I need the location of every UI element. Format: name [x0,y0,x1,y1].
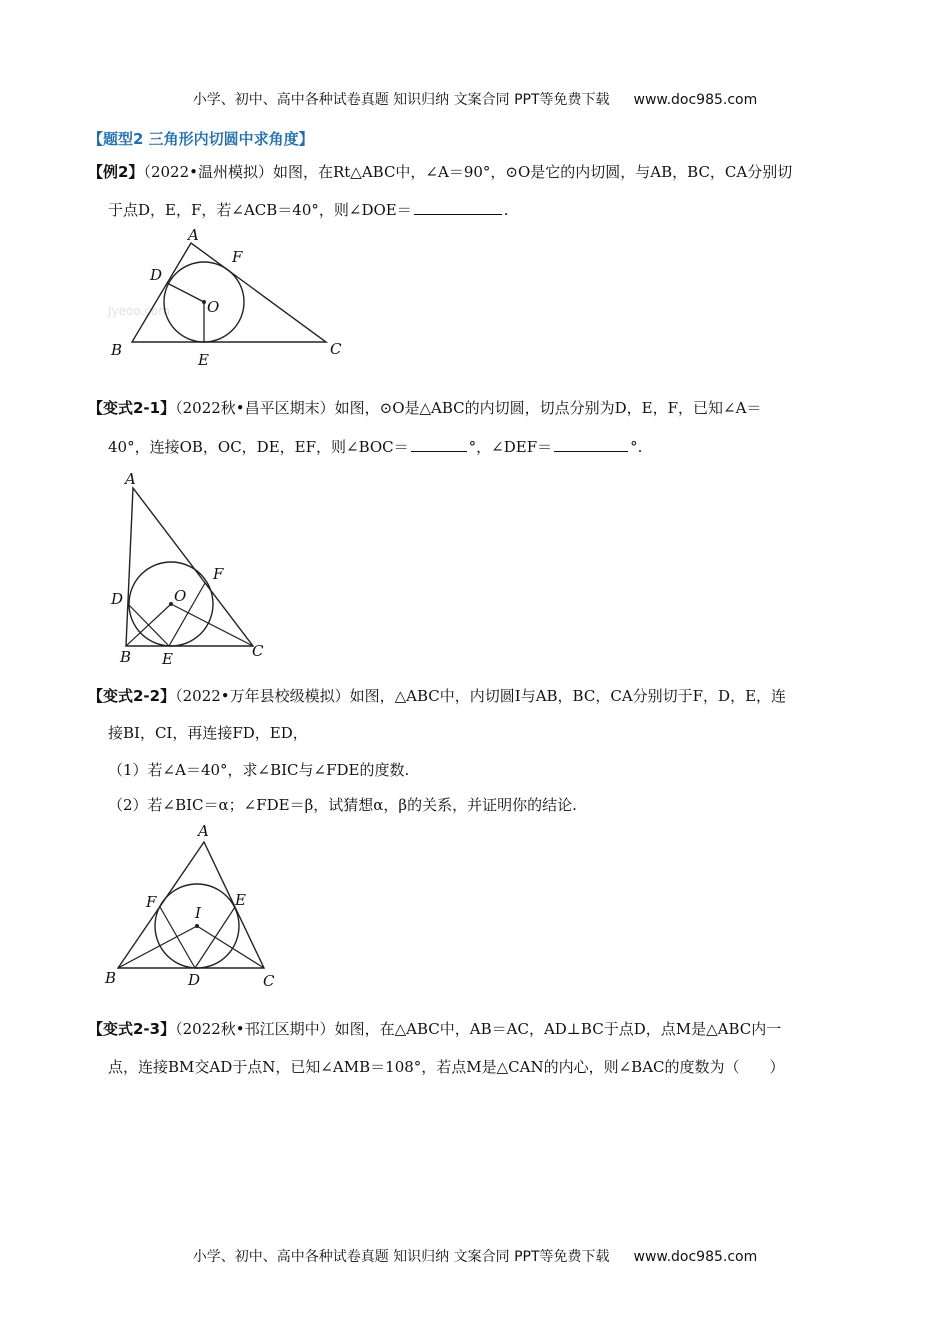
ex2-label-F: F [232,248,243,266]
v21-label-O: O [174,587,187,605]
ex2-text1: （2022•温州模拟）如图，在Rt△ABC中，∠A＝90°，⊙O是它的内切圆，与AB，BC，CA分别切 [143,163,793,181]
v21-line1 [88,398,868,418]
header-text: 小学、初中、高中各种试卷真题 知识归纳 文案合同 PPT等免费下载 [192,92,610,108]
v22-label-E: E [235,891,246,909]
v21-line2 [108,437,888,457]
ex2-label-O: O [207,298,220,316]
page-footer [0,1246,950,1266]
v21-text2: 40°，连接OB，OC，DE，EF，则∠BOC＝ [108,438,409,456]
ex2-tag: 【例2】 [88,163,144,181]
v21-label-F: F [213,565,224,583]
ex2-label-A: A [188,226,199,244]
v23-text1: （2022秋•邗江区期中）如图，在△ABC中，AB＝AC，AD⊥BC于点D，点M是△ABC内一 [175,1020,782,1038]
v22-question-2: （2）若∠BIC＝α；∠FDE＝β，试猜想α，β的关系，并证明你的结论. [108,796,577,814]
v21-tag: 【变式2-1】 [88,399,176,417]
v22-label-D: D [188,971,201,989]
v22-label-I: I [195,904,201,922]
v21-blank-def[interactable] [554,437,628,452]
ex2-label-D: D [150,266,163,284]
v22-tag: 【变式2-2】 [88,687,176,705]
v21-blank-boc[interactable] [411,437,467,452]
v21-text2-mid: °，∠DEF＝ [468,438,553,456]
v23-line2: 点，连接BM交AD于点N，已知∠AMB＝108°，若点M是△CAN的内心，则∠BAC的度数为（ ） [108,1058,785,1076]
v22-segment-BI [118,926,197,968]
v22-label-C: C [263,972,275,990]
footer-site[interactable]: www.doc985.com [633,1249,758,1265]
v21-label-E: E [162,650,173,668]
v22-label-A: A [198,822,209,840]
ex2-text2: 于点D，E，F，若∠ACB＝40°，则∠DOE＝ [108,201,412,219]
v22-segment-ED [195,907,235,968]
ex2-label-E: E [198,351,209,369]
ex2-center-dot [202,300,206,304]
v22-label-F: F [146,893,157,911]
v22-label-B: B [105,969,117,987]
section-title: 【题型2 三角形内切圆中求角度】 [88,130,314,148]
header-site[interactable]: www.doc985.com [633,92,758,108]
v22-line1 [88,686,868,706]
ex2-segment-OD [167,283,204,302]
v21-label-C: C [252,642,264,660]
v21-label-A: A [125,470,136,488]
v23-line1 [88,1019,868,1039]
footer-text: 小学、初中、高中各种试卷真题 知识归纳 文案合同 PPT等免费下载 [192,1249,610,1265]
ex2-text2-end: . [503,201,509,219]
v21-label-D: D [111,590,124,608]
v22-text1: （2022•万年县校级模拟）如图，△ABC中，内切圆I与AB，BC，CA分别切于F，D，E，连 [175,687,787,705]
v21-label-B: B [120,648,132,666]
v23-tag: 【变式2-3】 [88,1020,176,1038]
ex2-watermark: Jyeoo.com [108,304,170,318]
ex2-label-B: B [111,341,123,359]
ex2-label-C: C [330,340,342,358]
ex2-triangle [132,243,326,342]
v22-line2: 接BI，CI，再连接FD，ED， [108,724,308,742]
v21-text2-end: °. [630,438,643,456]
v21-center-dot [169,602,173,606]
v22-segment-FD [160,907,195,968]
v22-question-1: （1）若∠A＝40°，求∠BIC与∠FDE的度数. [108,761,410,779]
v22-center-dot [195,924,199,928]
v21-text1: （2022秋•昌平区期末）如图，⊙O是△ABC的内切圆，切点分别为D，E，F，已知∠A＝ [175,399,762,417]
